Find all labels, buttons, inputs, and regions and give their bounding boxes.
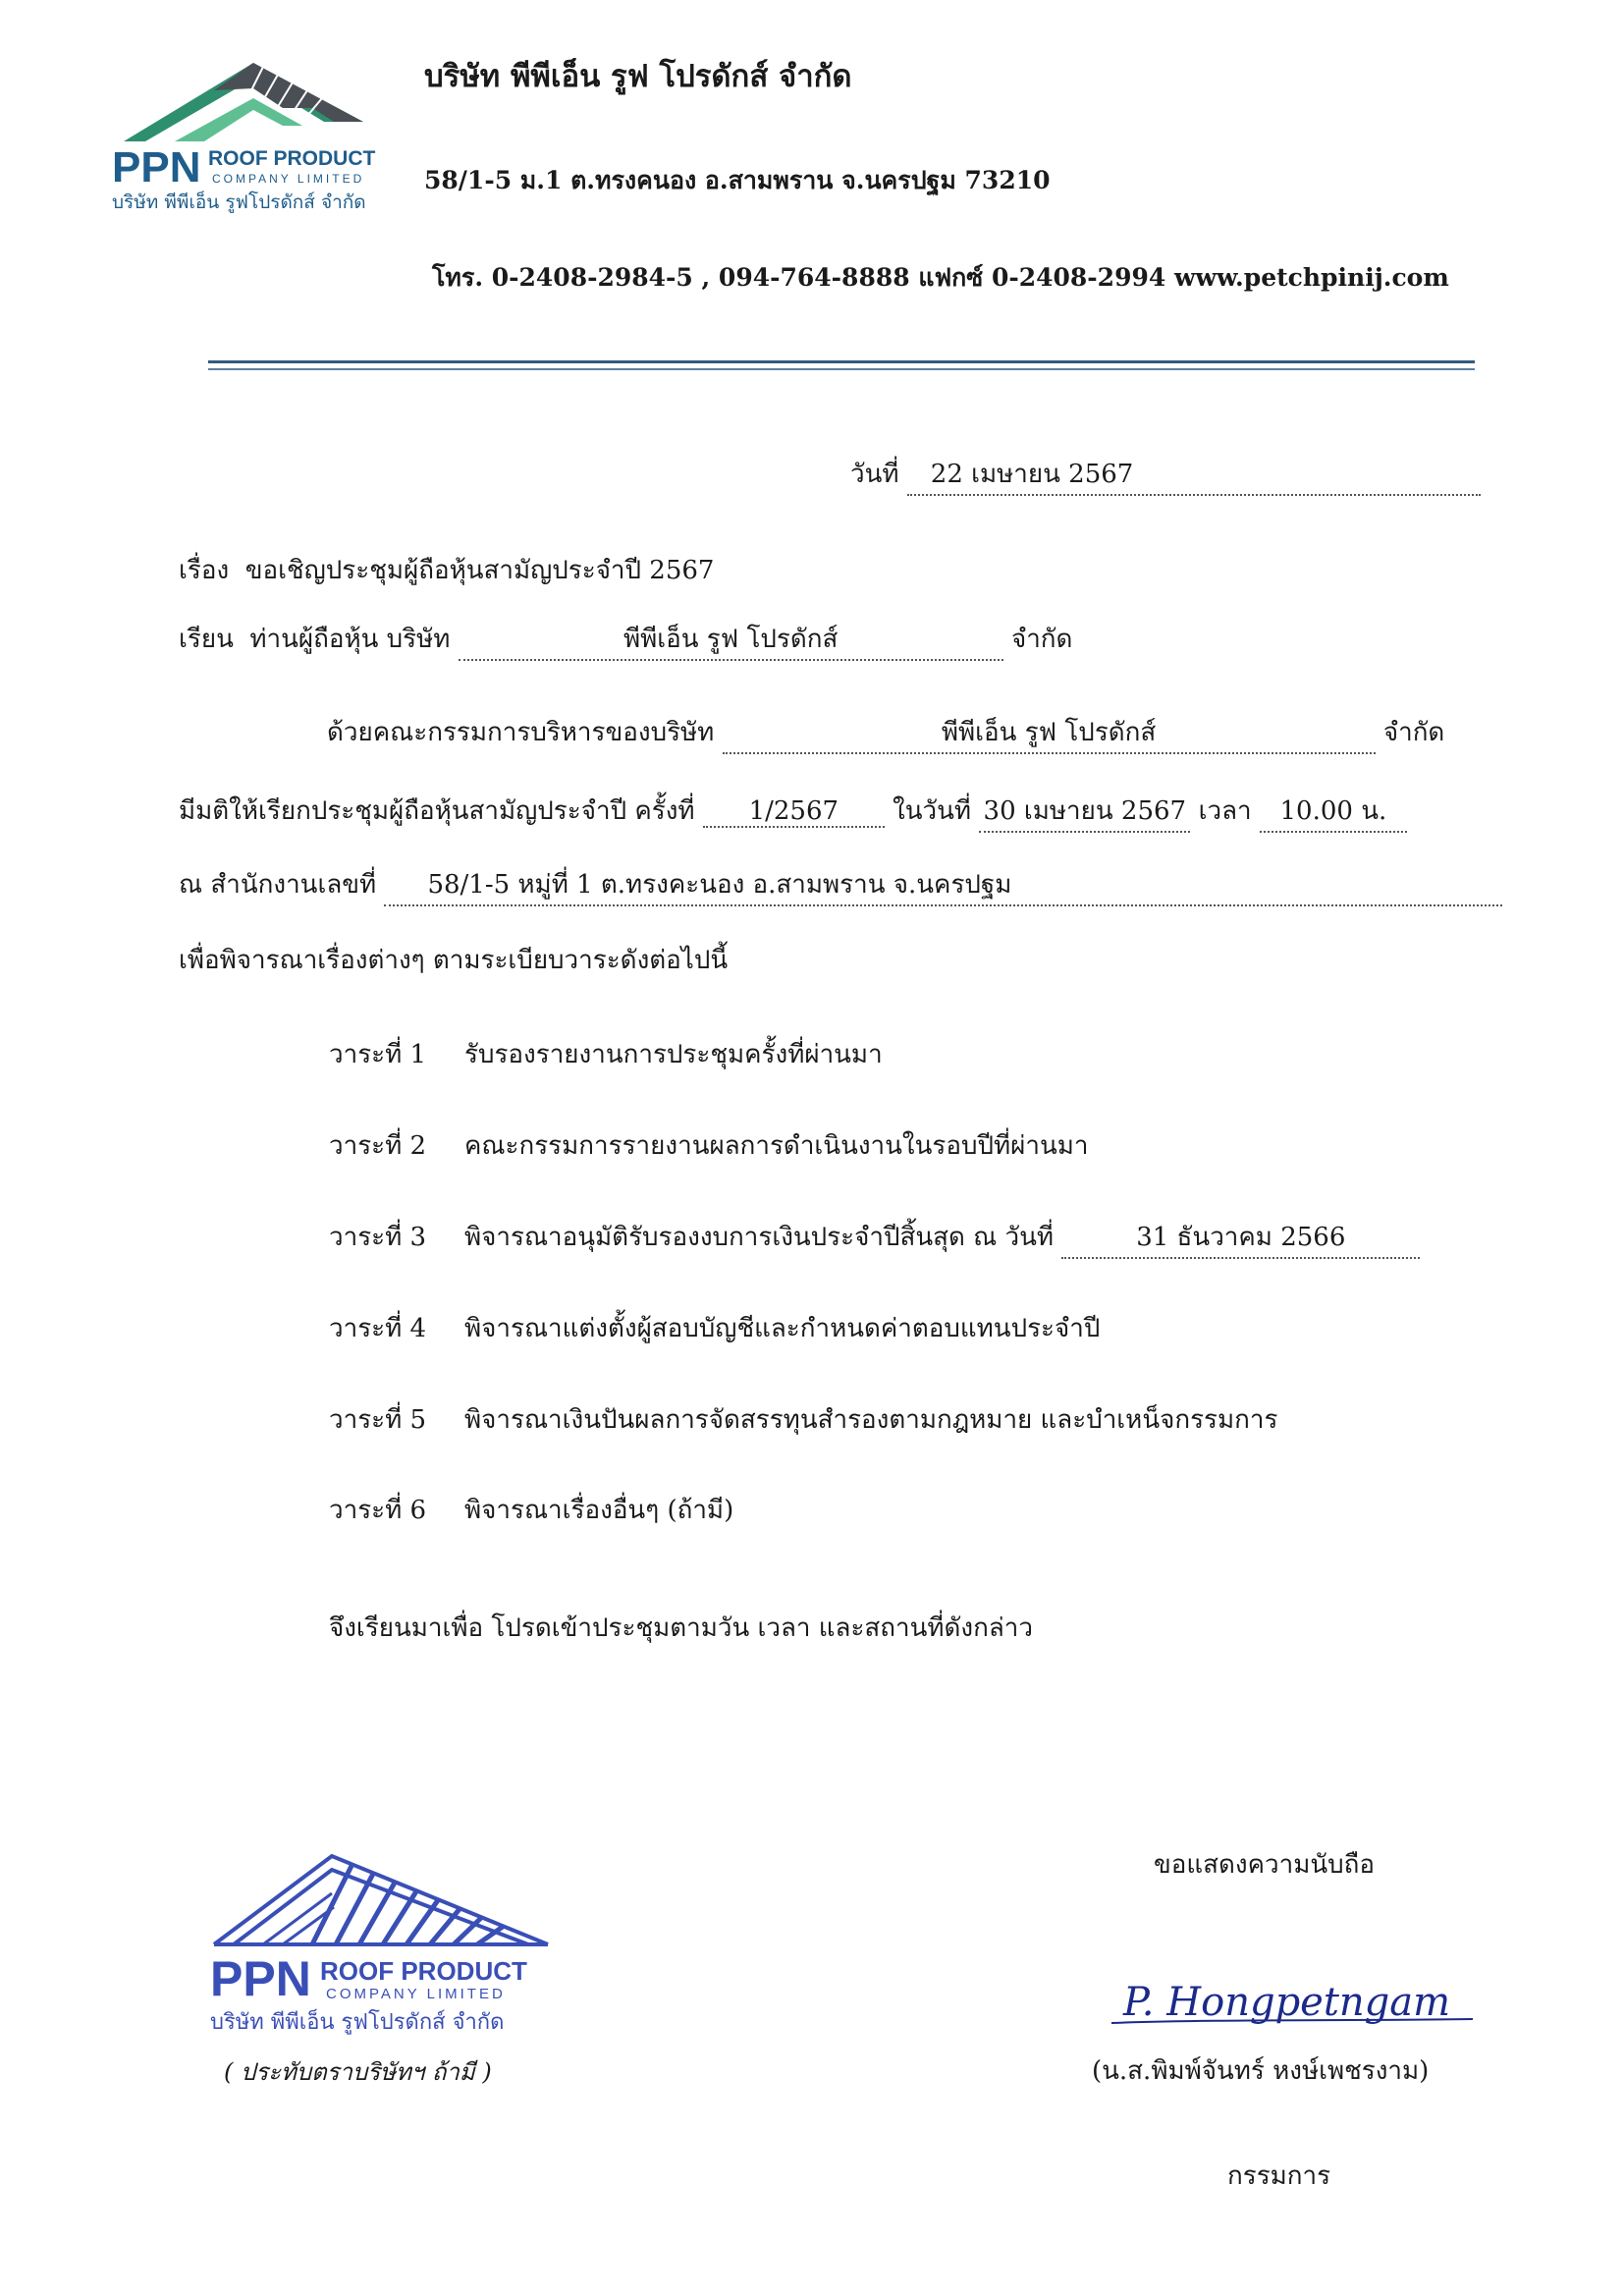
agenda-item	[329, 1308, 1101, 1348]
recipient-company: พีพีเอ็น รูฟ โปรดักส์	[459, 619, 1003, 661]
agenda-item	[329, 1217, 1346, 1257]
body-line1-company: พีพีเอ็น รูฟ โปรดักส์	[723, 712, 1376, 754]
body-line-3	[179, 864, 1502, 906]
company-name: บริษัท พีพีเอ็น รูฟ โปรดักส์ จำกัด	[424, 59, 852, 94]
svg-text:COMPANY LIMITED: COMPANY LIMITED	[212, 172, 365, 186]
signatory-position: กรรมการ	[1227, 2161, 1331, 2191]
agenda-number: วาระที่ 3	[329, 1223, 427, 1252]
agenda-number: วาระที่ 2	[329, 1131, 427, 1161]
date-line	[850, 454, 1481, 496]
header-rule-thin	[208, 368, 1475, 370]
meeting-time-label: เวลา	[1198, 796, 1252, 826]
meeting-date-label: ในวันที่	[893, 796, 972, 826]
signatory-name: (น.ส.พิมพ์จันทร์ หงษ์เพชรงาม)	[1092, 2056, 1430, 2086]
agenda-text-wrap	[464, 1217, 1420, 1259]
regards-text: ขอแสดงความนับถือ	[1154, 1850, 1375, 1880]
company-contact: โทร. 0-2408-2984-5 , 094-764-8888 แฟกซ์ 0-2408-2994 www.petchpinij.com	[432, 263, 1449, 292]
agenda-text: พิจารณาเรื่องอื่นๆ (ถ้ามี)	[464, 1496, 734, 1525]
agenda-item	[329, 1490, 734, 1530]
svg-text:ROOF PRODUCT: ROOF PRODUCT	[208, 147, 376, 170]
agenda-item	[329, 1034, 883, 1074]
agenda-text: รับรองรายงานการประชุมครั้งที่ผ่านมา	[464, 1040, 883, 1069]
recipient-line	[179, 619, 1072, 661]
body-line-4: เพื่อพิจารณาเรื่องต่างๆ ตามระเบียบวาระดังต่อไปนี้	[179, 946, 729, 975]
fiscal-year-end: 31 ธันวาคม 2566	[1061, 1217, 1420, 1259]
meeting-place: 58/1-5 หมู่ที่ 1 ต.ทรงคะนอง อ.สามพราน จ.นครปฐม	[384, 864, 1502, 906]
company-address: 58/1-5 ม.1 ต.ทรงคนอง อ.สามพราน จ.นครปฐม 73210	[424, 166, 1051, 194]
body-line3-prefix: ณ สำนักงานเลขที่	[179, 870, 377, 900]
agenda-number: วาระที่ 4	[329, 1314, 427, 1343]
body-line-2	[179, 791, 1407, 833]
stamp-caption: ( ประทับตราบริษัทฯ ถ้ามี )	[224, 2058, 492, 2086]
signature	[1100, 1954, 1492, 2043]
body-line2-prefix: มีมติให้เรียกประชุมผู้ถือหุ้นสามัญประจำปี ครั้งที่	[179, 796, 695, 826]
recipient-prefix: ท่านผู้ถือหุ้น บริษัท	[249, 625, 451, 654]
recipient-label: เรียน	[179, 625, 234, 654]
svg-text:ROOF PRODUCT: ROOF PRODUCT	[320, 1956, 527, 1986]
body-line-1	[327, 712, 1444, 754]
svg-text:P. Hongpetngam: P. Hongpetngam	[1123, 1980, 1451, 2025]
agenda-number: วาระที่ 5	[329, 1405, 427, 1435]
closing-text: จึงเรียนมาเพื่อ โปรดเข้าประชุมตามวัน เวลา และสถานที่ดังกล่าว	[329, 1613, 1034, 1643]
date-value: 22 เมษายน 2567	[907, 454, 1481, 496]
svg-text:PPN: PPN	[210, 1951, 311, 2006]
svg-text:COMPANY LIMITED: COMPANY LIMITED	[326, 1986, 506, 2002]
company-logo	[106, 51, 401, 220]
svg-text:บริษัท พีพีเอ็น รูฟโปรดักส์ จำ: บริษัท พีพีเอ็น รูฟโปรดักส์ จำกัด	[112, 191, 366, 213]
body-line1-prefix: ด้วยคณะกรรมการบริหารของบริษัท	[327, 718, 715, 747]
agenda-item	[329, 1399, 1278, 1440]
meeting-number: 1/2567	[703, 796, 885, 828]
agenda-text: พิจารณาเงินปันผลการจัดสรรทุนสำรองตามกฎหมาย และบำเหน็จกรรมการ	[464, 1405, 1278, 1435]
agenda-number: วาระที่ 1	[329, 1040, 427, 1069]
recipient-suffix: จำกัด	[1010, 625, 1073, 654]
body-line1-suffix: จำกัด	[1382, 718, 1445, 747]
agenda-text: คณะกรรมการรายงานผลการดำเนินงานในรอบปีที่ผ่านมา	[464, 1131, 1089, 1161]
agenda-text: พิจารณาแต่งตั้งผู้สอบบัญชีและกำหนดค่าตอบแทนประจำปี	[464, 1314, 1101, 1343]
header-rule	[208, 360, 1475, 363]
meeting-time: 10.00 น.	[1260, 791, 1407, 833]
agenda-number: วาระที่ 6	[329, 1496, 427, 1525]
date-label: วันที่	[850, 460, 899, 489]
agenda-text: พิจารณาอนุมัติรับรองงบการเงินประจำปีสิ้นสุด ณ วันที่	[464, 1223, 1055, 1252]
subject-label: เรื่อง	[179, 556, 230, 585]
svg-text:PPN: PPN	[112, 143, 201, 191]
agenda-item	[329, 1125, 1089, 1166]
subject-line	[179, 550, 714, 590]
subject-text: ขอเชิญประชุมผู้ถือหุ้นสามัญประจำปี 2567	[244, 556, 715, 585]
svg-text:บริษัท พีพีเอ็น รูฟโปรดักส์ จำ: บริษัท พีพีเอ็น รูฟโปรดักส์ จำกัด	[210, 2010, 505, 2035]
company-stamp	[204, 1846, 568, 2062]
meeting-date: 30 เมษายน 2567	[979, 791, 1190, 833]
